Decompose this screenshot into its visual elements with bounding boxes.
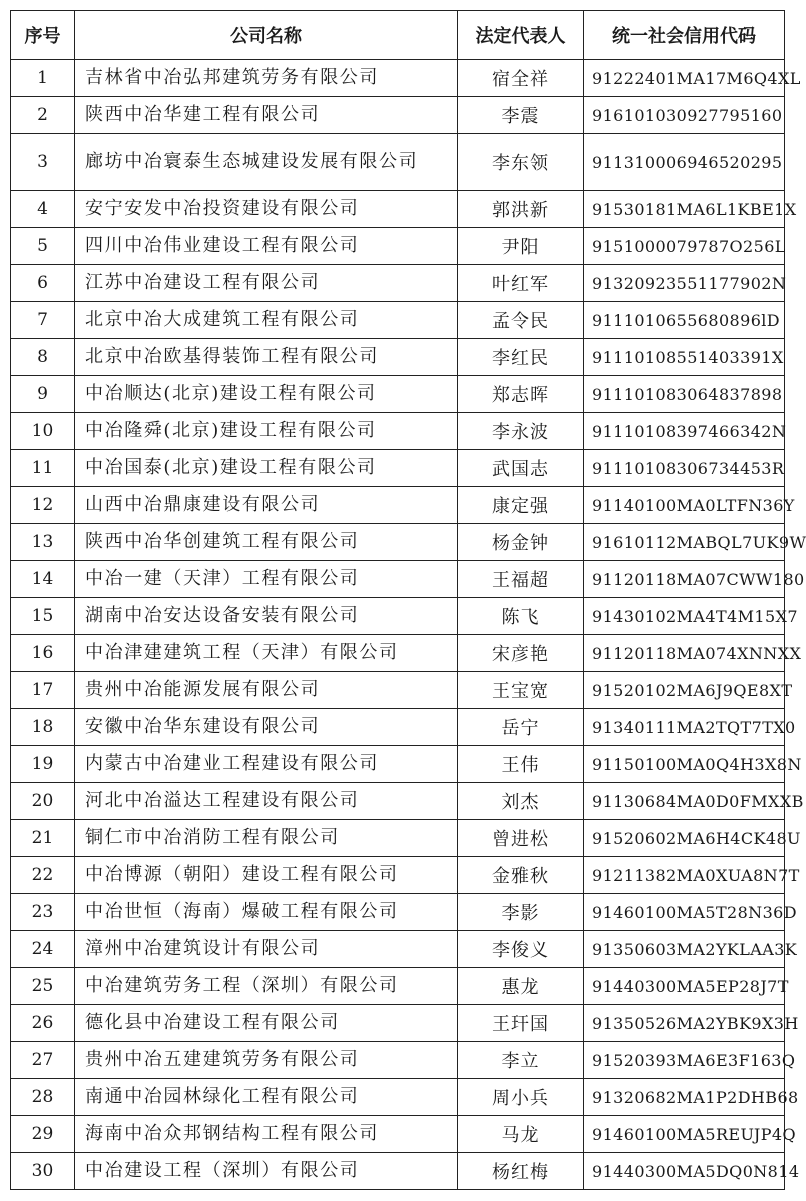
company-table [10,10,806,1190]
company-name: 廊坊中冶寰泰生态城建设发展有限公司 [75,134,458,191]
row-number: 2 [11,97,75,134]
credit-code: 91130684MA0D0FMXXB [584,783,785,820]
credit-code: 91520393MA6E3F163Q [584,1042,785,1079]
credit-code: 91150100MA0Q4H3X8N [584,746,785,783]
legal-representative: 曾进松 [458,820,584,857]
table-row [11,561,785,598]
legal-representative: 惠龙 [458,968,584,1005]
row-number: 14 [11,561,75,598]
table-row [11,191,785,228]
table-body [11,60,806,1190]
company-name: 中冶博源（朝阳）建设工程有限公司 [75,857,458,894]
row-number: 23 [11,894,75,931]
legal-representative: 刘杰 [458,783,584,820]
row-number: 12 [11,487,75,524]
row-number: 29 [11,1116,75,1153]
legal-representative: 宿全祥 [458,60,584,97]
table-row [11,598,785,635]
legal-representative: 周小兵 [458,1079,584,1116]
legal-representative: 郭洪新 [458,191,584,228]
table-row [11,1116,785,1153]
table-row [11,60,785,97]
row-number: 17 [11,672,75,709]
table-row [11,134,785,191]
company-name: 陕西中冶华建工程有限公司 [75,97,458,134]
row-number: 16 [11,635,75,672]
credit-code: 9111010655680896lD [584,302,785,339]
company-name: 德化县中冶建设工程有限公司 [75,1005,458,1042]
company-name: 南通中冶园林绿化工程有限公司 [75,1079,458,1116]
company-name: 北京中冶欧基得装饰工程有限公司 [75,339,458,376]
row-number: 11 [11,450,75,487]
credit-code: 91520602MA6H4CK48U [584,820,785,857]
legal-representative: 杨金钟 [458,524,584,561]
table-row [11,450,785,487]
company-name: 湖南中冶安达设备安装有限公司 [75,598,458,635]
row-number: 22 [11,857,75,894]
table-row [11,1079,785,1116]
company-name: 贵州中冶五建建筑劳务有限公司 [75,1042,458,1079]
header-no: 序号 [11,11,75,60]
row-number: 4 [11,191,75,228]
company-name: 安徽中冶华东建设有限公司 [75,709,458,746]
legal-representative: 孟令民 [458,302,584,339]
company-name: 江苏中冶建设工程有限公司 [75,265,458,302]
row-number: 8 [11,339,75,376]
legal-representative: 康定强 [458,487,584,524]
row-number: 13 [11,524,75,561]
table-row [11,820,785,857]
credit-code: 9151000079787O256L [584,228,785,265]
company-name: 中冶津建建筑工程（天津）有限公司 [75,635,458,672]
credit-code: 91340111MA2TQT7TX0 [584,709,785,746]
credit-code: 91350526MA2YBK9X3H [584,1005,785,1042]
row-number: 30 [11,1153,75,1190]
legal-representative: 李影 [458,894,584,931]
credit-code: 91110108306734453R [584,450,785,487]
row-number: 3 [11,134,75,191]
credit-code: 91120118MA07CWW180 [584,561,785,598]
company-name: 中冶世恒（海南）爆破工程有限公司 [75,894,458,931]
credit-code: 91110108397466342N [584,413,785,450]
legal-representative: 王伟 [458,746,584,783]
company-name: 四川中冶伟业建设工程有限公司 [75,228,458,265]
credit-code: 91110108551403391X [584,339,785,376]
table-row [11,487,785,524]
legal-representative: 叶红军 [458,265,584,302]
company-name: 中冶建筑劳务工程（深圳）有限公司 [75,968,458,1005]
company-name: 中冶一建（天津）工程有限公司 [75,561,458,598]
legal-representative: 武国志 [458,450,584,487]
table-row [11,931,785,968]
row-number: 15 [11,598,75,635]
row-number: 19 [11,746,75,783]
credit-code: 91460100MA5T28N36D [584,894,785,931]
row-number: 6 [11,265,75,302]
company-name: 中冶国泰(北京)建设工程有限公司 [75,450,458,487]
credit-code: 91610112MABQL7UK9W [584,524,785,561]
row-number: 27 [11,1042,75,1079]
table-row [11,635,785,672]
row-number: 1 [11,60,75,97]
legal-representative: 郑志晖 [458,376,584,413]
legal-representative: 宋彦艳 [458,635,584,672]
legal-representative: 李立 [458,1042,584,1079]
legal-representative: 马龙 [458,1116,584,1153]
table-row [11,709,785,746]
credit-code: 916101030927795160 [584,97,785,134]
legal-representative: 王玕国 [458,1005,584,1042]
table-row [11,413,785,450]
table-row [11,376,785,413]
table-row [11,783,785,820]
table-row [11,1005,785,1042]
header-row [11,11,785,60]
company-name: 吉林省中冶弘邦建筑劳务有限公司 [75,60,458,97]
header-representative: 法定代表人 [458,11,584,60]
legal-representative: 李震 [458,97,584,134]
company-name: 陕西中冶华创建筑工程有限公司 [75,524,458,561]
credit-code: 91430102MA4T4M15X7 [584,598,785,635]
credit-code: 91320682MA1P2DHB68 [584,1079,785,1116]
table-row [11,97,785,134]
table-row [11,746,785,783]
table-row [11,265,785,302]
table-row [11,524,785,561]
legal-representative: 陈飞 [458,598,584,635]
row-number: 21 [11,820,75,857]
table-row [11,894,785,931]
table-row [11,968,785,1005]
table-row [11,339,785,376]
legal-representative: 李永波 [458,413,584,450]
row-number: 10 [11,413,75,450]
company-name: 海南中冶众邦钢结构工程有限公司 [75,1116,458,1153]
credit-code: 91211382MA0XUA8N7T [584,857,785,894]
legal-representative: 金雅秋 [458,857,584,894]
credit-code: 91350603MA2YKLAA3K [584,931,785,968]
row-number: 5 [11,228,75,265]
legal-representative: 李红民 [458,339,584,376]
row-number: 24 [11,931,75,968]
table-row [11,1153,785,1190]
row-number: 20 [11,783,75,820]
company-name: 北京中冶大成建筑工程有限公司 [75,302,458,339]
table-row [11,672,785,709]
row-number: 26 [11,1005,75,1042]
company-name: 漳州中冶建筑设计有限公司 [75,931,458,968]
table-row [11,228,785,265]
row-number: 18 [11,709,75,746]
credit-code: 911310006946520295 [584,134,785,191]
row-number: 28 [11,1079,75,1116]
row-number: 9 [11,376,75,413]
row-number: 7 [11,302,75,339]
table-row [11,857,785,894]
legal-representative: 王宝宽 [458,672,584,709]
company-name: 中冶隆舜(北京)建设工程有限公司 [75,413,458,450]
credit-code: 91440300MA5EP28J7T [584,968,785,1005]
credit-code: 911101083064837898 [584,376,785,413]
legal-representative: 尹阳 [458,228,584,265]
company-name: 山西中冶鼎康建设有限公司 [75,487,458,524]
credit-code: 91520102MA6J9QE8XT [584,672,785,709]
row-number: 25 [11,968,75,1005]
legal-representative: 杨红梅 [458,1153,584,1190]
credit-code: 91530181MA6L1KBE1X [584,191,785,228]
header-company: 公司名称 [75,11,458,60]
credit-code: 91140100MA0LTFN36Y [584,487,785,524]
credit-code: 91222401MA17M6Q4XL [584,60,785,97]
legal-representative: 李东领 [458,134,584,191]
company-name: 安宁安发中冶投资建设有限公司 [75,191,458,228]
legal-representative: 王福超 [458,561,584,598]
company-name: 铜仁市中冶消防工程有限公司 [75,820,458,857]
company-name: 贵州中冶能源发展有限公司 [75,672,458,709]
company-name: 中冶顺达(北京)建设工程有限公司 [75,376,458,413]
company-name: 内蒙古中冶建业工程建设有限公司 [75,746,458,783]
company-name: 河北中冶溢达工程建设有限公司 [75,783,458,820]
header-credit-code: 统一社会信用代码 [584,11,785,60]
legal-representative: 李俊义 [458,931,584,968]
credit-code: 91440300MA5DQ0N814 [584,1153,785,1190]
credit-code: 91320923551177902N [584,265,785,302]
legal-representative: 岳宁 [458,709,584,746]
credit-code: 91120118MA074XNNXX [584,635,785,672]
table-row [11,302,785,339]
company-name: 中冶建设工程（深圳）有限公司 [75,1153,458,1190]
table-row [11,1042,785,1079]
credit-code: 91460100MA5REUJP4Q [584,1116,785,1153]
